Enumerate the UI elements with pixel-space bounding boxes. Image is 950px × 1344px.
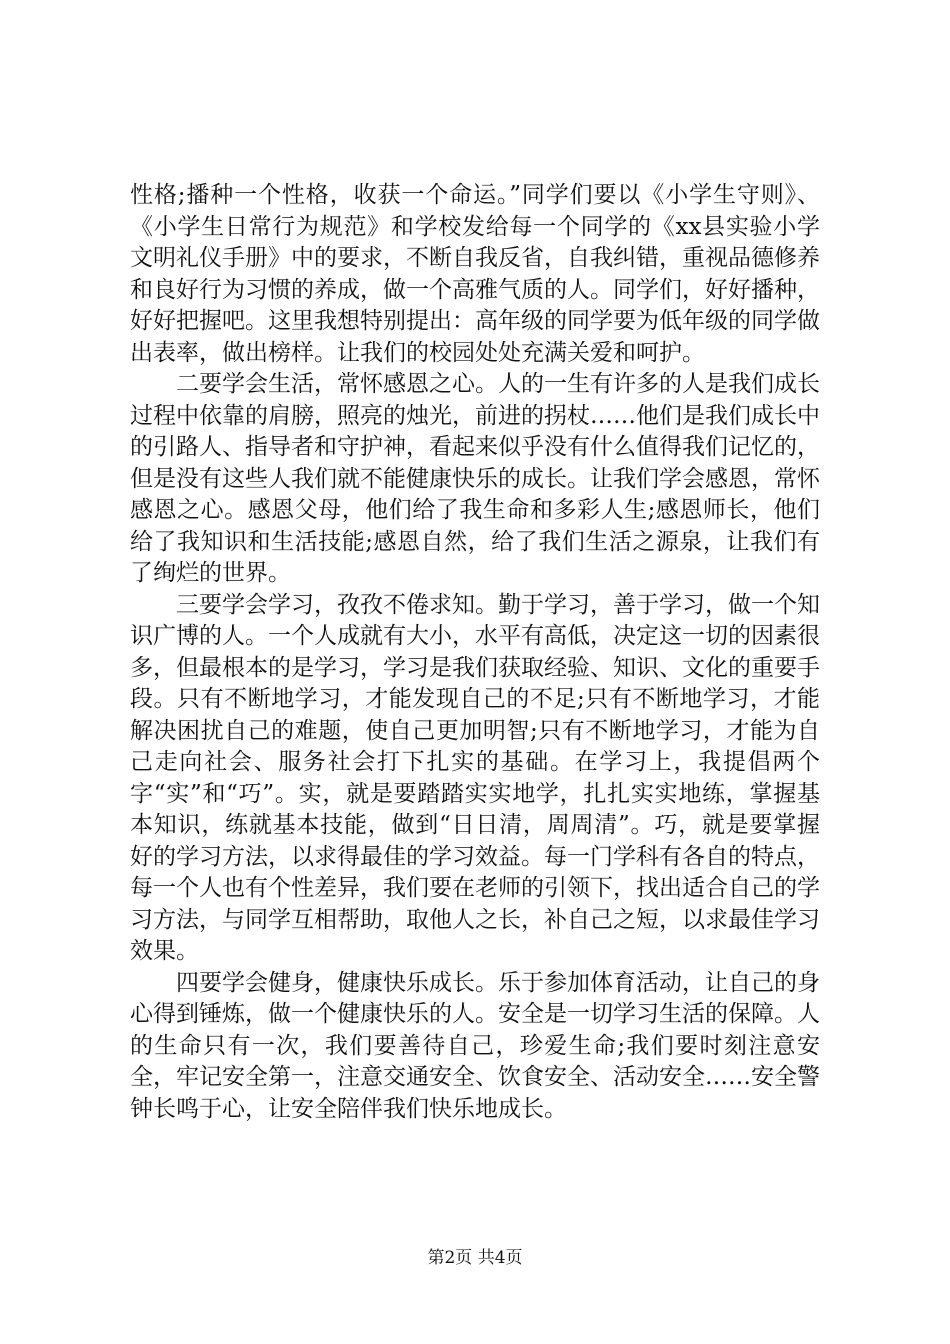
paragraph-continuation: 性格;播种一个性格，收获一个命运。”同学们要以《小学生守则》、《小学生日常行为规范》和学校发给每一个同学的《xx县实验小学文明礼仪手册》中的要求，不断自我反省，自我纠错，重视品德修养和良好行为习惯的养成，做一个高雅气质的人。同学们，好好播种，好好把握吧。这里我想特别提出：高年级的同学要为低年级的同学做出表率，做出榜样。让我们的校园处处充满关爱和呵护。 — [130, 182, 820, 366]
page-footer: 第2页 共4页 — [427, 1248, 523, 1268]
paragraph-learn-to-exercise: 四要学会健身，健康快乐成长。乐于参加体育活动，让自己的身心得到锤炼，做一个健康快乐的人。安全是一切学习生活的保障。人的生命只有一次，我们要善待自己，珍爱生命;我们要时刻注意安全，牢记安全第一，注意交通安全、饮食安全、活动安全……安全警钟长鸣于心，让安全陪伴我们快乐地成长。 — [130, 969, 820, 1122]
document-body — [130, 180, 820, 1125]
paragraph-learn-to-study: 三要学会学习，孜孜不倦求知。勤于学习，善于学习，做一个知识广博的人。一个人成就有大小，水平有高低，决定这一切的因素很多，但最根本的是学习，学习是我们获取经验、知识、文化的重要手段。只有不断地学习，才能发现自己的不足;只有不断地学习，才能解决困扰自己的难题，使自己更加明智;只有不断地学习，才能为自己走向社会、服务社会打下扎实的基础。在学习上，我提倡两个字“实”和“巧”。实，就是要踏踏实实地学，扎扎实实地练，掌握基本知识，练就基本技能，做到“日日清，周周清”。巧，就是要掌握好的学习方法，以求得最佳的学习效益。每一门学科有各自的特点，每一个人也有个性差异，我们要在老师的引领下，找出适合自己的学习方法，与同学互相帮助，取他人之长，补自己之短，以求最佳学习效果。 — [130, 591, 820, 964]
paragraph-learn-to-live: 二要学会生活，常怀感恩之心。人的一生有许多的人是我们成长过程中依靠的肩膀，照亮的烛光，前进的拐杖……他们是我们成长中的引路人、指导者和守护神，看起来似乎没有什么值得我们记忆的，但是没有这些人我们就不能健康快乐的成长。让我们学会感恩，常怀感恩之心。感恩父母，他们给了我生命和多彩人生;感恩师长，他们给了我知识和生活技能;感恩自然，给了我们生活之源泉，让我们有了绚烂的世界。 — [130, 371, 820, 586]
